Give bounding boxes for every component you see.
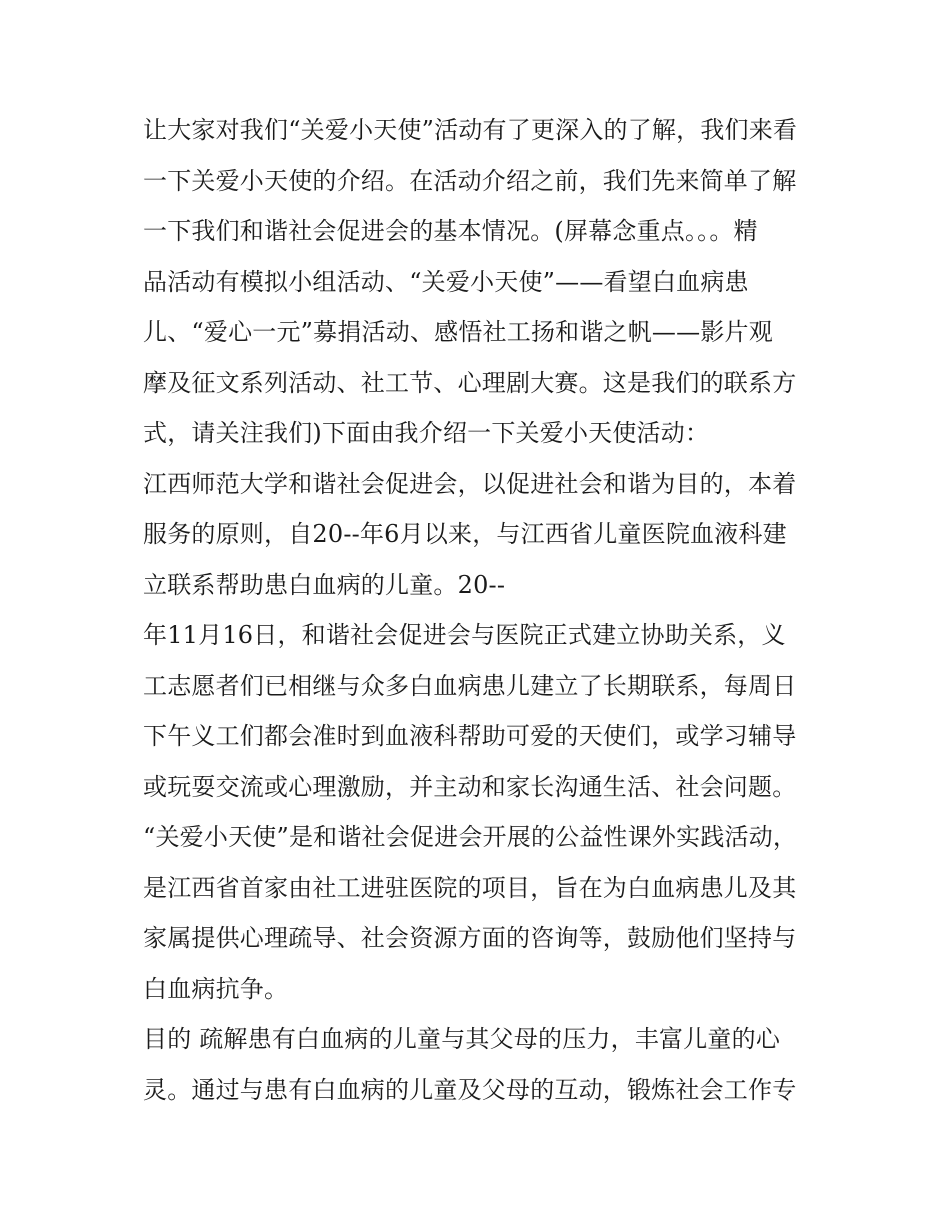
text-line: 一下关爱小天使的介绍。在活动介绍之前，我们先来简单了解 [143,166,797,195]
text-line: 灵。通过与患有白血病的儿童及父母的互动，锻炼社会工作专 [143,1075,797,1104]
text-line: 年11月16日，和谐社会促进会与医院正式建立协助关系，义 [143,621,786,649]
text-line: 江西师范大学和谐社会促进会，以促进社会和谐为目的，本着 [143,469,797,498]
text-line: 是江西省首家由社工进驻医院的项目，旨在为白血病患儿及其 [143,873,797,902]
text-line: 一下我们和谐社会促进会的基本情况。(屏幕念重点。。。精 [143,217,758,245]
text-line: 工志愿者们已相继与众多白血病患儿建立了长期联系，每周日 [143,671,797,700]
text-line: 立联系帮助患白血病的儿童。20-- [143,570,506,599]
text-line: 式，请关注我们)下面由我介绍一下关爱小天使活动： [143,419,710,447]
text-line: 白血病抗争。 [143,974,289,1003]
text-line: 摩及征文系列活动、社工节、心理剧大赛。这是我们的联系方 [143,368,797,397]
text-line: 目的 疏解患有白血病的儿童与其父母的压力，丰富儿童的心 [143,1025,781,1053]
text-line: 品活动有模拟小组活动、“关爱小天使”——看望白血病患 [143,267,749,296]
text-line: 儿、“爱心一元”募捐活动、感悟社工扬和谐之帆——影片观 [143,318,773,346]
document-body [143,105,823,1115]
text-line: 让大家对我们“关爱小天使”活动有了更深入的了解，我们来看 [143,116,798,144]
text-line: 下午义工们都会准时到血液科帮助可爱的天使们，或学习辅导 [143,722,797,750]
text-line: 家属提供心理疏导、社会资源方面的咨询等，鼓励他们坚持与 [143,924,797,952]
text-line: 或玩耍交流或心理激励，并主动和家长沟通生活、社会问题。 [143,772,797,801]
text-line: “关爱小天使”是和谐社会促进会开展的公益性课外实践活动， [143,823,798,851]
text-line: 服务的原则，自20--年6月以来，与江西省儿童医院血液科建 [143,520,787,548]
